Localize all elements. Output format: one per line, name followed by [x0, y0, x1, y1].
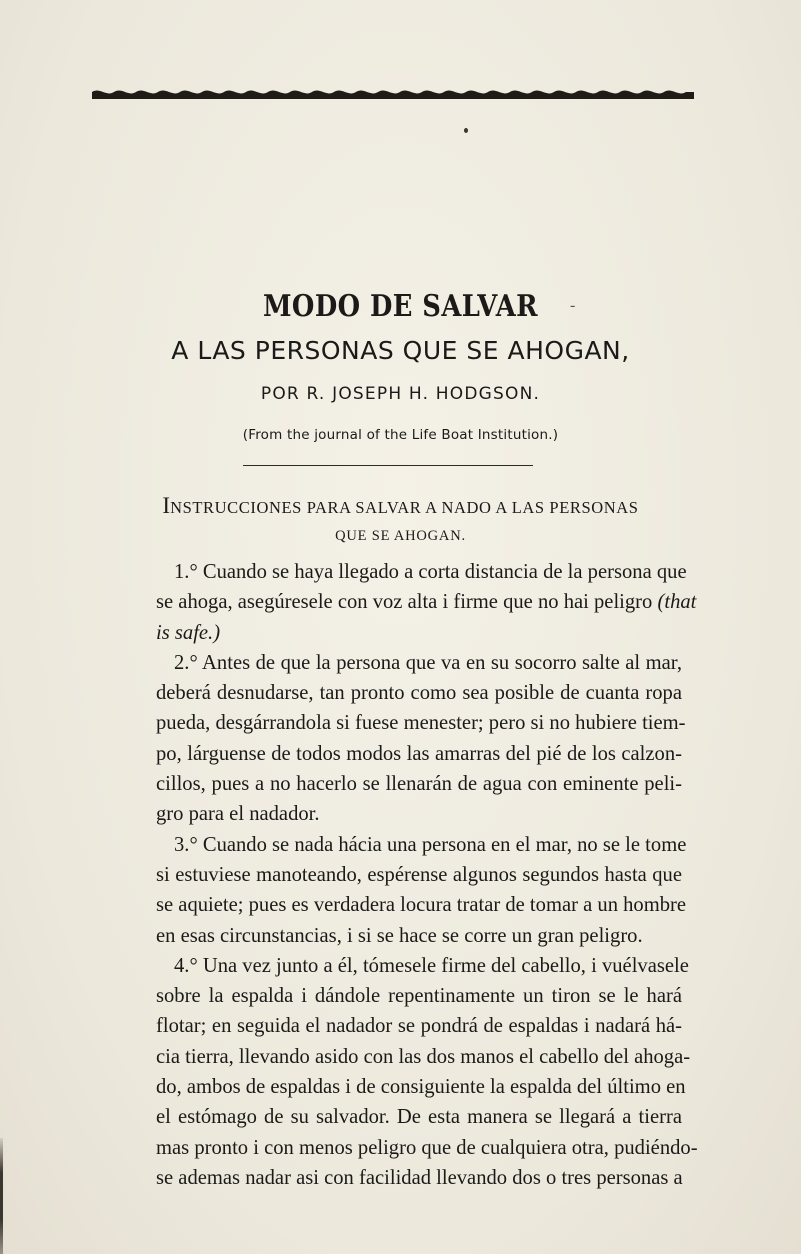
- text-line: 4.° Una vez junto a él, tómesele firme del cabello, i vuélvasele: [174, 954, 689, 977]
- text-line: 1.° Cuando se haya llegado a corta distancia de la persona que: [174, 561, 687, 583]
- text-line: mas pronto i con menos peligro que de cualquiera otra, pudiéndo-: [156, 1136, 698, 1159]
- text-line: se aquiete; pues es verdadera locura tratar de tomar a un hombre: [156, 894, 687, 917]
- text-line: sobre la espalda i dándole repentinamente un tiron se le hará: [156, 985, 682, 1008]
- text-line: cillos, pues a no hacerlo se llenarán de agua con eminente peli-: [156, 773, 682, 796]
- paragraph-1: [138, 557, 697, 648]
- section-heading-line2: QUE SE AHOGAN.: [335, 528, 466, 544]
- text-line: en esas circunstancias, i si se hace se corre un gran peligro.: [156, 924, 643, 947]
- text-line: se ademas nadar asi con facilidad llevando dos o tres personas a: [156, 1166, 683, 1189]
- text-line: si estuviese manoteando, espérense algunos segundos hasta que: [156, 863, 682, 886]
- text-line: po, lárguense de todos modos las amarras del pié de los calzon-: [156, 742, 682, 765]
- text-line: gro para el nadador.: [156, 803, 320, 826]
- paragraph-2: [138, 648, 686, 830]
- decorative-top-border: [92, 84, 694, 104]
- section-heading: [0, 492, 801, 550]
- section-heading-rest: NSTRUCCIONES PARA SALVAR A NADO A LAS PERSONAS: [170, 498, 639, 517]
- ink-speck: [464, 128, 468, 133]
- text-line: [138, 587, 697, 617]
- english-gloss-start: (that: [657, 591, 697, 614]
- text-line: 3.° Cuando se nada hácia una persona en el mar, no se le tome: [174, 833, 687, 856]
- body-text: [138, 557, 698, 1193]
- title-mark: -: [570, 297, 576, 314]
- binding-edge: [0, 1138, 3, 1254]
- author-line: POR R. JOSEPH H. HODGSON.: [260, 384, 541, 404]
- horizontal-rule: [243, 465, 533, 466]
- paragraph-4: [138, 951, 698, 1193]
- text-line: 2.° Antes de que la persona que va en su socorro salte al mar,: [174, 651, 682, 674]
- text-line: deberá desnudarse, tan pronto como sea posible de cuanta ropa: [156, 682, 682, 705]
- text-line: do, ambos de espaldas i de consiguiente la espalda del último en: [156, 1076, 686, 1099]
- source-note: (From the journal of the Life Boat Institution.): [242, 427, 559, 443]
- document-subtitle: A LAS PERSONAS QUE SE AHOGAN,: [171, 336, 630, 365]
- text-segment: se ahoga, asegúresele con voz alta i firme que no hai peligro: [156, 591, 658, 614]
- text-line: pueda, desgárrandola si fuese menester; pero si no hubiere tiem-: [156, 712, 686, 735]
- text-line: el estómago de su salvador. De esta manera se llegará a tierra: [156, 1106, 682, 1129]
- section-heading-line1: [162, 493, 639, 518]
- english-gloss-end: is safe.): [156, 621, 221, 644]
- text-line: flotar; en seguida el nadador se pondrá de espaldas i nadará há-: [156, 1015, 682, 1038]
- paragraph-3: [138, 830, 687, 951]
- document-title: MODO DE SALVAR: [262, 289, 539, 324]
- section-heading-initial: I: [162, 493, 171, 518]
- text-line: cia tierra, llevando asido con las dos manos el cabello del ahoga-: [156, 1045, 691, 1068]
